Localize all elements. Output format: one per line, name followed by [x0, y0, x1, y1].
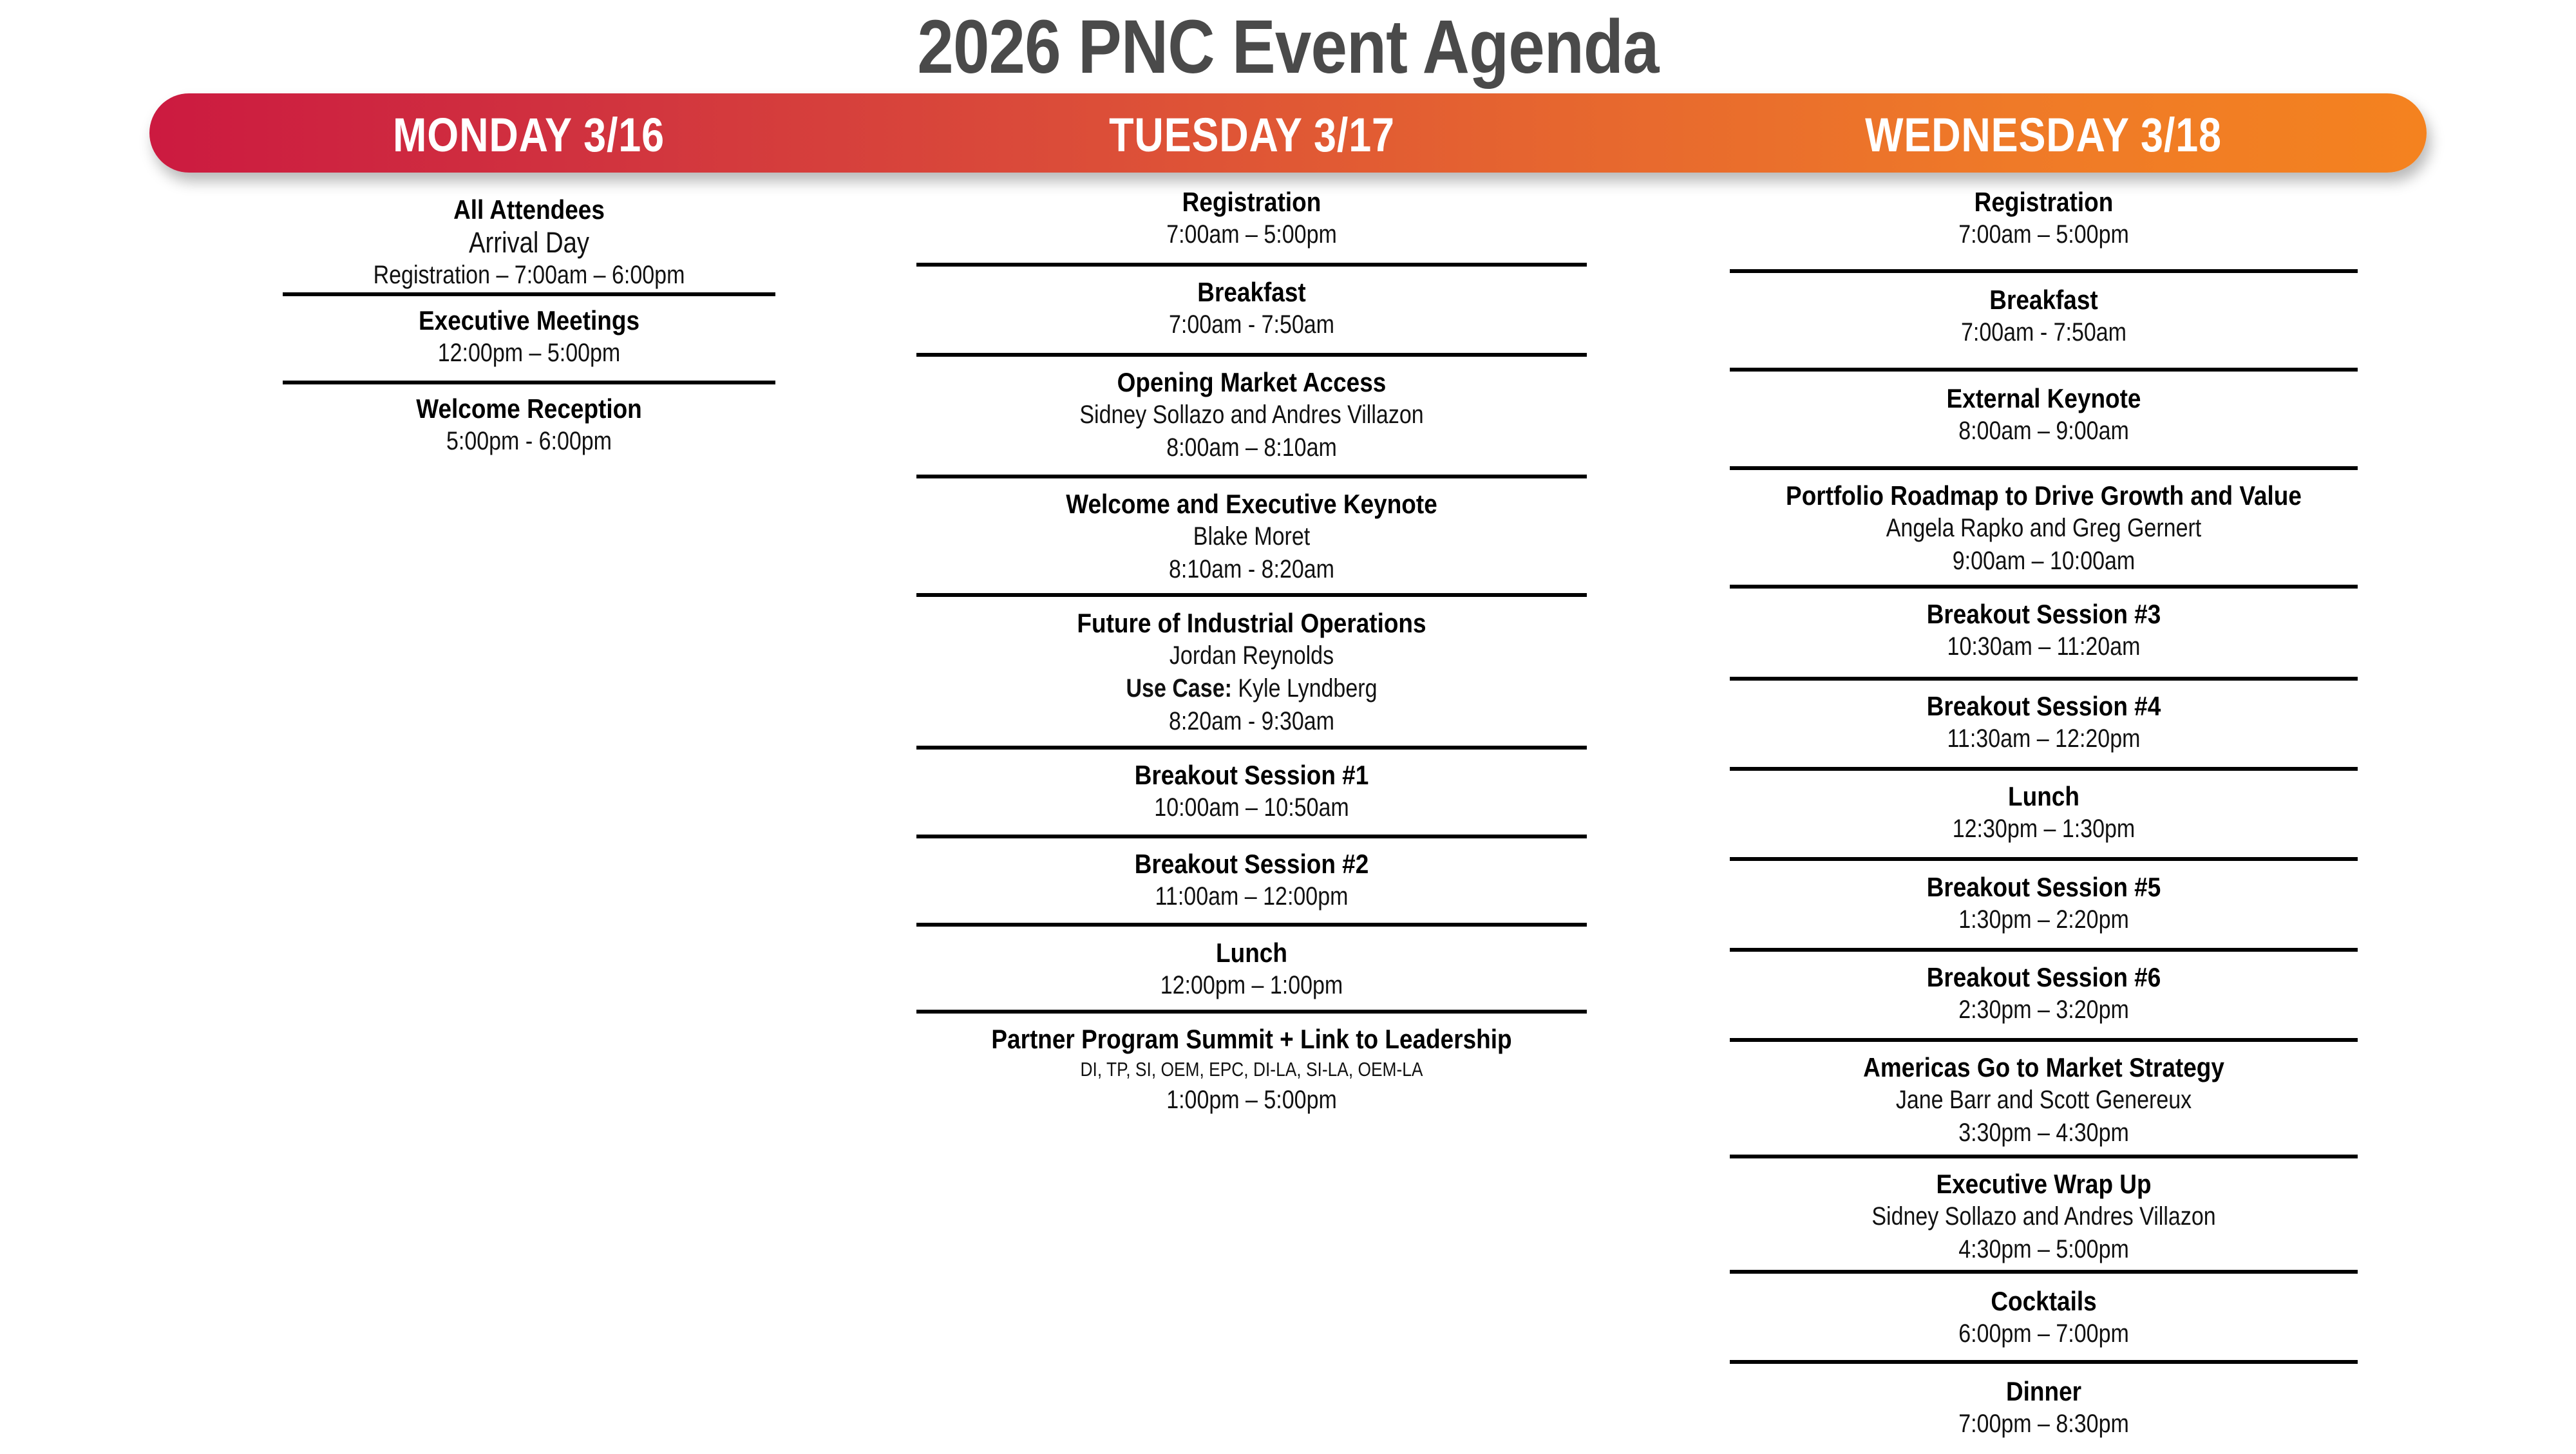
agenda-item-time: 7:00pm – 8:30pm: [1958, 1410, 2129, 1438]
agenda-item-title: Opening Market Access: [1117, 367, 1387, 397]
agenda-item-title: Welcome Reception: [416, 393, 642, 424]
agenda-item-title: Americas Go to Market Strategy: [1863, 1052, 2224, 1082]
agenda-item-title: Breakout Session #5: [1926, 872, 2161, 902]
agenda-item: [1730, 479, 2358, 578]
agenda-item-time: 12:00pm – 5:00pm: [437, 339, 621, 367]
separator-line: [916, 263, 1587, 267]
page-title: 2026 PNC Event Agenda: [917, 5, 1659, 90]
detail-value: Kyle Lyndberg: [1231, 674, 1378, 703]
agenda-item-title: Breakout Session #1: [1134, 760, 1369, 790]
agenda-item-detail: Sidney Sollazo and Andres Villazon: [1079, 401, 1424, 429]
agenda-item-title: Breakfast: [1989, 285, 2098, 315]
agenda-item-title: Lunch: [2008, 781, 2079, 811]
agenda-item-time: 4:30pm – 5:00pm: [1958, 1235, 2129, 1263]
agenda-item-time: 11:30am – 12:20pm: [1947, 724, 2141, 753]
agenda-item: [283, 304, 775, 370]
separator-line: [283, 292, 775, 296]
agenda-item-time: 5:00pm - 6:00pm: [446, 427, 612, 455]
agenda-item: [916, 759, 1587, 824]
separator-line: [916, 475, 1587, 478]
separator-line: [1730, 767, 2358, 771]
agenda-item: [916, 1023, 1587, 1117]
agenda-item-time: 9:00am – 10:00am: [1952, 547, 2136, 575]
agenda-item-title: Breakout Session #3: [1926, 599, 2161, 629]
agenda-item-time: 12:00pm – 1:00pm: [1160, 971, 1343, 999]
separator-line: [1730, 368, 2358, 372]
agenda-item: [283, 193, 775, 292]
agenda-item-title: Dinner: [2005, 1376, 2082, 1406]
agenda-item-time: 7:00am – 5:00pm: [1166, 220, 1337, 249]
detail-label: Use Case:: [1126, 674, 1232, 703]
separator-line: [1730, 1038, 2358, 1042]
agenda-item-time: 8:10am - 8:20am: [1168, 555, 1335, 583]
separator-line: [1730, 857, 2358, 861]
agenda-item-time: 7:00am – 5:00pm: [1958, 220, 2129, 249]
separator-line: [1730, 269, 2358, 273]
separator-line: [1730, 1360, 2358, 1364]
agenda-item-title: Executive Wrap Up: [1936, 1169, 2152, 1199]
separator-line: [1730, 948, 2358, 952]
agenda-item-time: 1:30pm – 2:20pm: [1958, 905, 2129, 934]
separator-line: [916, 923, 1587, 927]
agenda-item-time: 6:00pm – 7:00pm: [1958, 1319, 2129, 1348]
agenda-item: [1730, 283, 2358, 349]
agenda-item-title: Future of Industrial Operations: [1077, 608, 1426, 638]
agenda-item-title: Breakout Session #4: [1926, 691, 2161, 721]
separator-line: [283, 381, 775, 384]
separator-line: [1730, 585, 2358, 589]
agenda-item-detail: [967, 672, 1537, 705]
agenda-item-time: 1:00pm – 5:00pm: [1166, 1086, 1337, 1114]
agenda-item-time: 8:00am – 9:00am: [1958, 417, 2129, 445]
agenda-item: [1730, 1051, 2358, 1149]
agenda-item-title: Partner Program Summit + Link to Leadership: [991, 1024, 1512, 1054]
agenda-item-time: Registration – 7:00am – 6:00pm: [373, 261, 685, 289]
agenda-item-title: Registration: [1182, 187, 1321, 217]
agenda-item: [916, 936, 1587, 1002]
separator-line: [1730, 1155, 2358, 1158]
agenda-item-title: Lunch: [1216, 938, 1287, 968]
agenda-item-title: All Attendees: [453, 194, 605, 225]
agenda-item: [1730, 690, 2358, 755]
agenda-item: [916, 366, 1587, 464]
agenda-item: [916, 487, 1587, 586]
day-header-wednesday: WEDNESDAY 3/18: [1865, 108, 2222, 162]
separator-line: [916, 593, 1587, 597]
agenda-item-detail: DI, TP, SI, OEM, EPC, DI-LA, SI-LA, OEM-LA: [1080, 1058, 1423, 1081]
day-header-tuesday: TUESDAY 3/17: [1109, 108, 1395, 162]
agenda-item-title: Breakout Session #6: [1926, 962, 2161, 992]
agenda-item-title: Breakfast: [1197, 277, 1306, 307]
agenda-item: [283, 392, 775, 458]
day-header-monday: MONDAY 3/16: [393, 108, 665, 162]
agenda-item-time: 8:00am – 8:10am: [1166, 433, 1337, 462]
agenda-item-time: 7:00am - 7:50am: [1960, 318, 2127, 346]
agenda-item-title: Executive Meetings: [418, 305, 640, 335]
agenda-item: [916, 185, 1587, 251]
agenda-item-time: 3:30pm – 4:30pm: [1958, 1119, 2129, 1147]
agenda-item-time: 10:30am – 11:20am: [1947, 632, 2141, 661]
agenda-item-title: Registration: [1974, 187, 2114, 217]
agenda-item-time: 2:30pm – 3:20pm: [1958, 996, 2129, 1024]
agenda-item: [1730, 1167, 2358, 1266]
separator-line: [916, 353, 1587, 357]
separator-line: [1730, 1270, 2358, 1274]
agenda-item-time: 8:20am - 9:30am: [1168, 707, 1335, 735]
agenda-item: [916, 847, 1587, 913]
agenda-item: [916, 276, 1587, 341]
agenda-item-time: 12:30pm – 1:30pm: [1952, 815, 2136, 843]
separator-line: [1730, 466, 2358, 470]
agenda-item-time: 10:00am – 10:50am: [1154, 793, 1349, 822]
agenda-item-detail: Blake Moret: [1193, 522, 1311, 551]
agenda-item: [1730, 871, 2358, 936]
agenda-item-title: Cocktails: [1991, 1286, 2097, 1316]
agenda-item: [1730, 1285, 2358, 1350]
agenda-item-title: Welcome and Executive Keynote: [1066, 489, 1437, 519]
agenda-item-detail: Sidney Sollazo and Andres Villazon: [1871, 1202, 2216, 1231]
agenda-item: [916, 607, 1587, 738]
agenda-item-time: 7:00am - 7:50am: [1168, 310, 1335, 339]
agenda-item-title: External Keynote: [1946, 383, 2141, 413]
agenda-item-title: Breakout Session #2: [1134, 849, 1369, 879]
separator-line: [916, 746, 1587, 750]
agenda-item: [1730, 961, 2358, 1026]
agenda-item-detail: Arrival Day: [468, 226, 590, 259]
agenda-item-title: Portfolio Roadmap to Drive Growth and Value: [1786, 480, 2302, 511]
separator-line: [1730, 677, 2358, 681]
separator-line: [916, 1010, 1587, 1014]
agenda-item-detail: Jordan Reynolds: [1169, 641, 1334, 670]
agenda-item-detail: Angela Rapko and Greg Gernert: [1886, 514, 2202, 542]
agenda-item: [1730, 382, 2358, 448]
agenda-item: [1730, 780, 2358, 845]
agenda-item: [1730, 598, 2358, 663]
agenda-item-detail: Jane Barr and Scott Genereux: [1895, 1086, 2192, 1114]
agenda-item-time: 11:00am – 12:00pm: [1155, 882, 1349, 911]
agenda-item: [1730, 1375, 2358, 1440]
agenda-item: [1730, 185, 2358, 251]
separator-line: [916, 835, 1587, 838]
